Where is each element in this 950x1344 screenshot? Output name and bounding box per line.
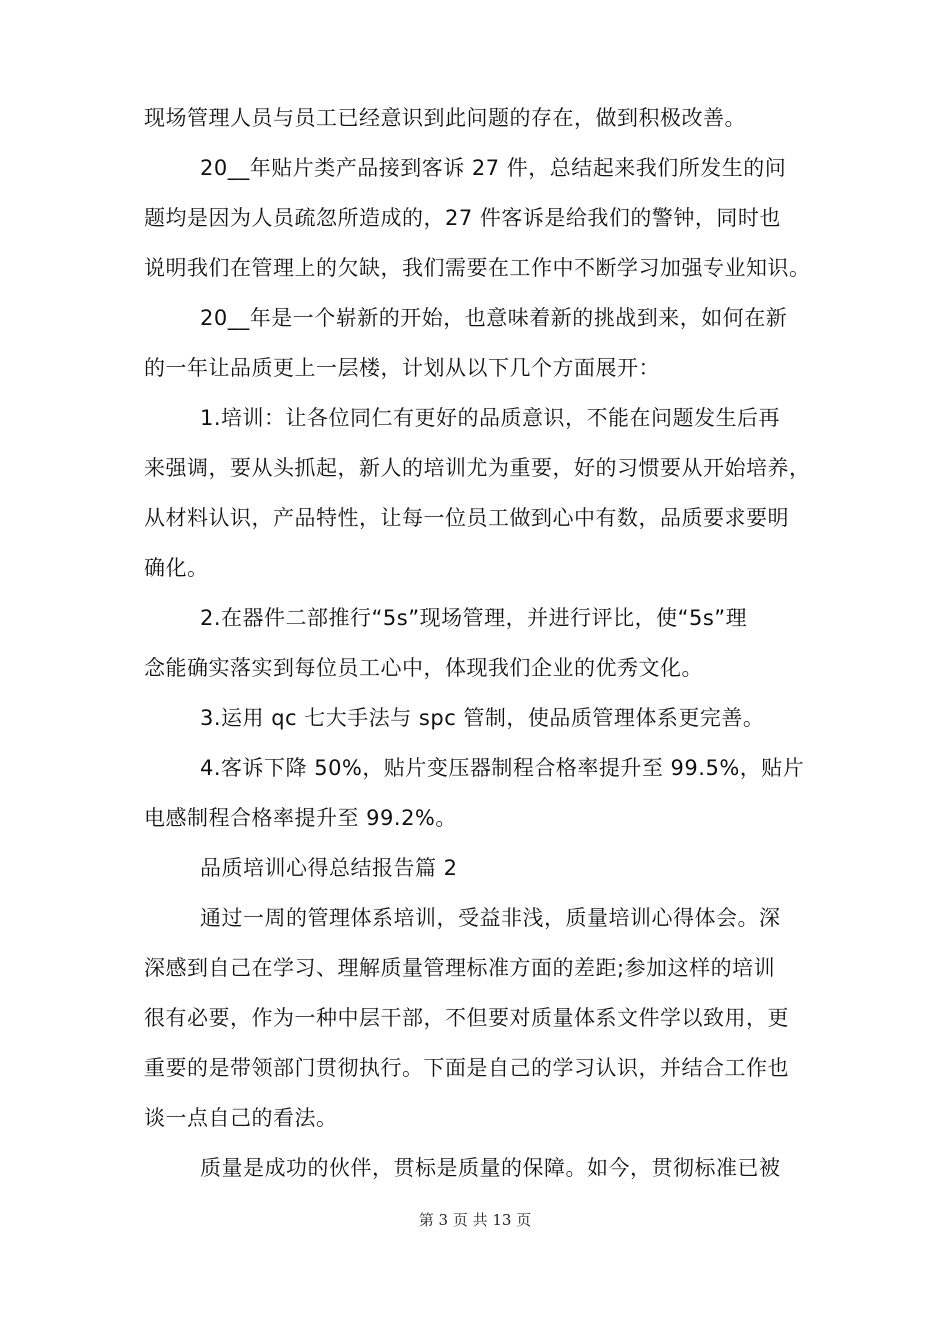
paragraph-line: 谈一点自己的看法。 — [144, 1106, 338, 1130]
paragraph-line: 20__年是一个崭新的开始，也意味着新的挑战到来，如何在新 — [200, 306, 788, 330]
paragraph-line: 电感制程合格率提升至 99.2%。 — [144, 806, 457, 830]
paragraph-line: 确化。 — [144, 556, 209, 580]
paragraph-line: 质量是成功的伙伴，贯标是质量的保障。如今，贯彻标准已被 — [200, 1156, 781, 1180]
paragraph-line: 题均是因为人员疏忽所造成的，27 件客诉是给我们的警钟，同时也 — [144, 206, 781, 230]
paragraph-line: 3.运用 qc 七大手法与 spc 管制，使品质管理体系更完善。 — [200, 706, 765, 730]
paragraph-line: 说明我们在管理上的欠缺，我们需要在工作中不断学习加强专业知识。 — [144, 256, 811, 280]
paragraph-line: 念能确实落实到每位员工心中，体现我们企业的优秀文化。 — [144, 656, 703, 680]
section-heading: 品质培训心得总结报告篇 2 — [200, 856, 458, 880]
paragraph-line: 的一年让品质更上一层楼，计划从以下几个方面展开： — [144, 356, 660, 380]
paragraph-line: 20__年贴片类产品接到客诉 27 件，总结起来我们所发生的问 — [200, 156, 787, 180]
paragraph-line: 深感到自己在学习、理解质量管理标准方面的差距;参加这样的培训 — [144, 956, 776, 980]
paragraph-line: 通过一周的管理体系培训，受益非浅，质量培训心得体会。深 — [200, 906, 781, 930]
paragraph-line: 现场管理人员与员工已经意识到此问题的存在，做到积极改善。 — [144, 106, 746, 130]
paragraph-line: 1.培训：让各位同仁有更好的品质意识，不能在问题发生后再 — [200, 406, 781, 430]
paragraph-line: 很有必要，作为一种中层干部，不但要对质量体系文件学以致用，更 — [144, 1006, 789, 1030]
paragraph-line: 从材料认识，产品特性，让每一位员工做到心中有数，品质要求要明 — [144, 506, 789, 530]
paragraph-line: 重要的是带领部门贯彻执行。下面是自己的学习认识，并结合工作也 — [144, 1056, 789, 1080]
page-number-footer: 第 3 页 共 13 页 — [418, 1211, 532, 1229]
paragraph-line: 来强调，要从头抓起，新人的培训尤为重要，好的习惯要从开始培养， — [144, 456, 811, 480]
paragraph-line: 2.在器件二部推行“5s”现场管理，并进行评比，使“5s”理 — [200, 606, 748, 630]
paragraph-line: 4.客诉下降 50%，贴片变压器制程合格率提升至 99.5%，贴片 — [200, 756, 805, 780]
